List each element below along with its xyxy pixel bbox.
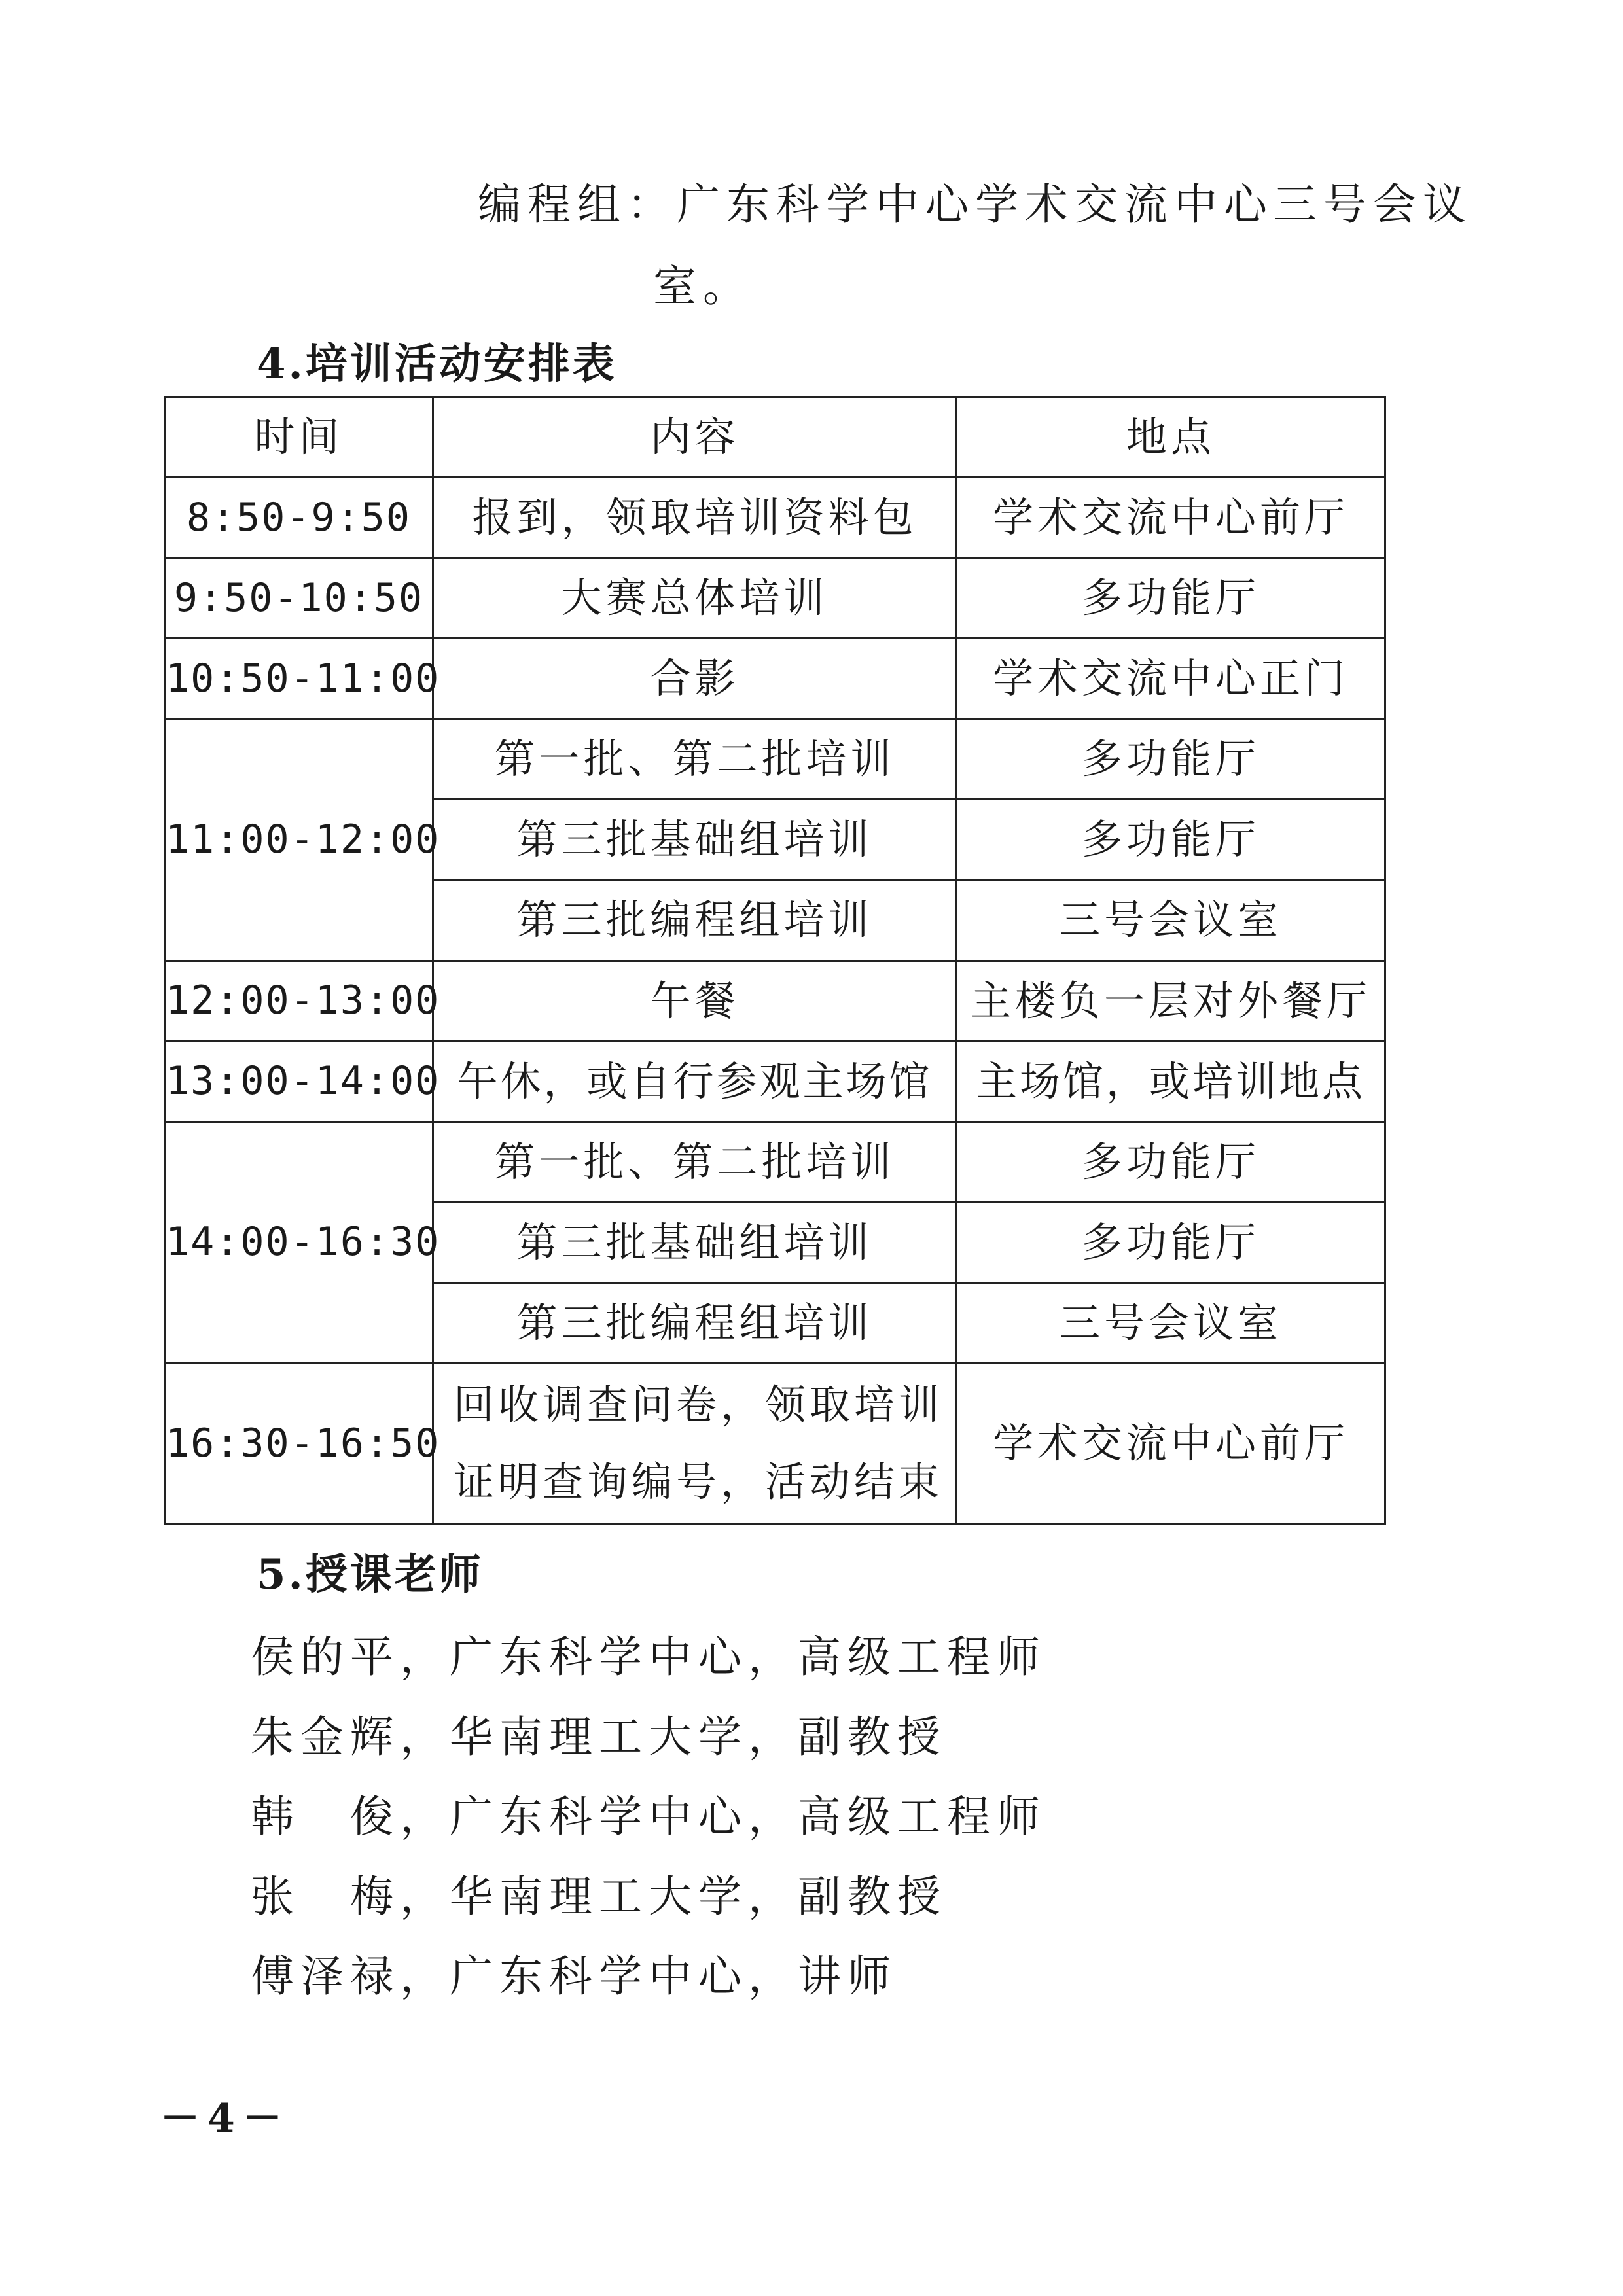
place-cell: 多功能厅 xyxy=(957,719,1385,800)
header-time: 时间 xyxy=(165,397,433,478)
section-5-title: 5.授课老师 xyxy=(257,1550,484,1599)
time-cell: 12:00-13:00 xyxy=(165,961,433,1041)
teacher-line: 张 梅，华南理工大学，副教授 xyxy=(251,1871,947,1922)
place-cell: 多功能厅 xyxy=(957,1202,1385,1282)
page-number: －4－ xyxy=(160,2096,290,2142)
table-row xyxy=(165,1122,1385,1202)
content-cell: 午餐 xyxy=(433,961,957,1041)
place-cell: 三号会议室 xyxy=(957,1282,1385,1363)
header-place: 地点 xyxy=(957,397,1385,478)
content-cell: 第一批、第二批培训 xyxy=(433,1122,957,1202)
intro-line-1: 编程组：广东科学中心学术交流中心三号会议 xyxy=(478,179,1472,230)
teacher-line: 朱金辉，华南理工大学，副教授 xyxy=(251,1712,947,1762)
place-cell: 多功能厅 xyxy=(957,800,1385,880)
place-cell: 学术交流中心前厅 xyxy=(957,1364,1385,1524)
content-cell: 回收调查问卷，领取培训证明查询编号，活动结束 xyxy=(433,1364,957,1524)
place-cell: 多功能厅 xyxy=(957,558,1385,639)
teacher-line: 韩 俊，广东科学中心，高级工程师 xyxy=(251,1792,1046,1842)
place-cell: 学术交流中心正门 xyxy=(957,639,1385,719)
table-row xyxy=(165,478,1385,558)
place-cell: 学术交流中心前厅 xyxy=(957,478,1385,558)
content-cell: 合影 xyxy=(433,639,957,719)
time-cell: 11:00-12:00 xyxy=(165,719,433,961)
section-4-title: 4.培训活动安排表 xyxy=(257,340,617,389)
content-cell: 大赛总体培训 xyxy=(433,558,957,639)
table-row xyxy=(165,961,1385,1041)
time-cell: 16:30-16:50 xyxy=(165,1364,433,1524)
header-content: 内容 xyxy=(433,397,957,478)
content-cell: 报到，领取培训资料包 xyxy=(433,478,957,558)
content-cell: 午休，或自行参观主场馆 xyxy=(433,1041,957,1122)
place-cell: 主场馆，或培训地点 xyxy=(957,1041,1385,1122)
schedule-table xyxy=(164,396,1386,1525)
table-row xyxy=(165,1364,1385,1524)
intro-line-2: 室。 xyxy=(653,261,753,311)
table-row xyxy=(165,1041,1385,1122)
place-cell: 三号会议室 xyxy=(957,880,1385,961)
table-header-row xyxy=(165,397,1385,478)
place-cell: 主楼负一层对外餐厅 xyxy=(957,961,1385,1041)
table-row xyxy=(165,719,1385,800)
time-cell: 9:50-10:50 xyxy=(165,558,433,639)
content-cell: 第三批编程组培训 xyxy=(433,880,957,961)
time-cell: 13:00-14:00 xyxy=(165,1041,433,1122)
time-cell: 10:50-11:00 xyxy=(165,639,433,719)
teacher-line: 傅泽禄，广东科学中心，讲师 xyxy=(251,1951,897,2002)
table-row xyxy=(165,639,1385,719)
content-cell: 第一批、第二批培训 xyxy=(433,719,957,800)
table-row xyxy=(165,558,1385,639)
time-cell: 14:00-16:30 xyxy=(165,1122,433,1363)
content-cell: 第三批基础组培训 xyxy=(433,1202,957,1282)
place-cell: 多功能厅 xyxy=(957,1122,1385,1202)
content-cell: 第三批基础组培训 xyxy=(433,800,957,880)
teacher-line: 侯的平，广东科学中心，高级工程师 xyxy=(251,1632,1046,1682)
time-cell: 8:50-9:50 xyxy=(165,478,433,558)
content-cell: 第三批编程组培训 xyxy=(433,1282,957,1363)
